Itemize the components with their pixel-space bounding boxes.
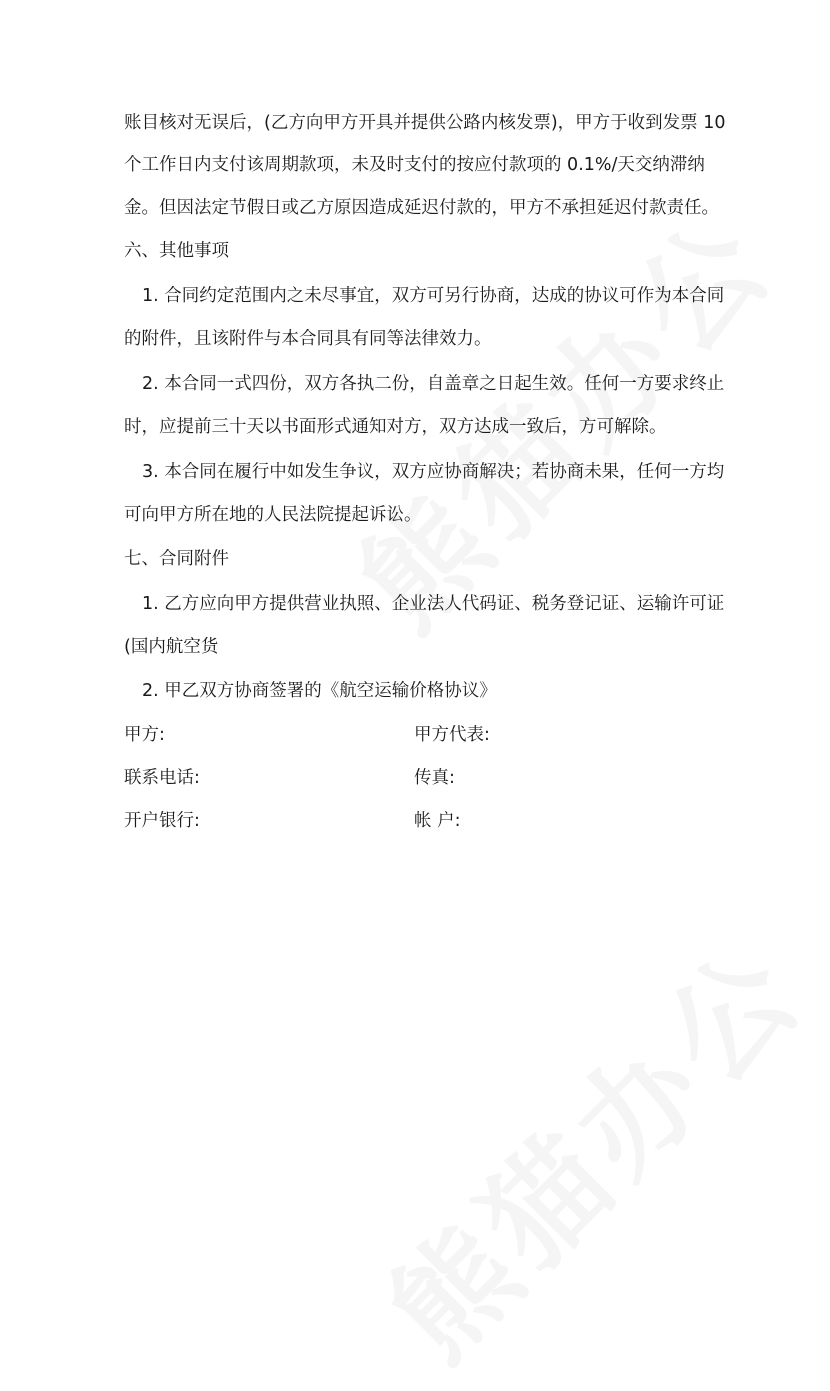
account-label: 帐 户: [414, 811, 461, 831]
paragraph-line: 1. 合同约定范围内之未尽事宜，双方可另行协商，达成的协议可作为本合同 [142, 286, 725, 306]
bank-label: 开户银行: [124, 811, 200, 831]
paragraph-line: 1. 乙方应向甲方提供营业执照、企业法人代码证、税务登记证、运输许可证 [142, 594, 725, 614]
party-a-rep-label: 甲方代表: [414, 725, 490, 745]
paragraph-line: (国内航空货 [124, 637, 219, 657]
paragraph-line: 金。但因法定节假日或乙方原因造成延迟付款的，甲方不承担延迟付款责任。 [124, 198, 719, 218]
party-a-label: 甲方: [124, 725, 165, 745]
fax-label: 传真: [414, 768, 455, 788]
paragraph-line: 时，应提前三十天以书面形式通知对方，双方达成一致后，方可解除。 [124, 417, 667, 437]
paragraph-line: 账目核对无误后，(乙方向甲方开具并提供公路内核发票)，甲方于收到发票 10 [124, 113, 726, 133]
phone-label: 联系电话: [124, 768, 200, 788]
watermark [345, 901, 830, 1390]
paragraph-line: 的附件，且该附件与本合同具有同等法律效力。 [124, 329, 492, 349]
paragraph-line: 3. 本合同在履行中如发生争议，双方应协商解决；若协商未果，任何一方均 [142, 462, 725, 482]
paragraph-line: 2. 本合同一式四份，双方各执二份，自盖章之日起生效。任何一方要求终止 [142, 374, 725, 394]
paragraph-line: 个工作日内支付该周期款项，未及时支付的按应付款项的 0.1%/天交纳滞纳 [124, 155, 705, 175]
section-title: 七、合同附件 [124, 549, 229, 569]
section-title: 六、其他事项 [124, 241, 229, 261]
paragraph-line: 可向甲方所在地的人民法院提起诉讼。 [124, 505, 422, 525]
paragraph-line: 2. 甲乙双方协商签署的《航空运输价格协议》 [142, 681, 497, 701]
